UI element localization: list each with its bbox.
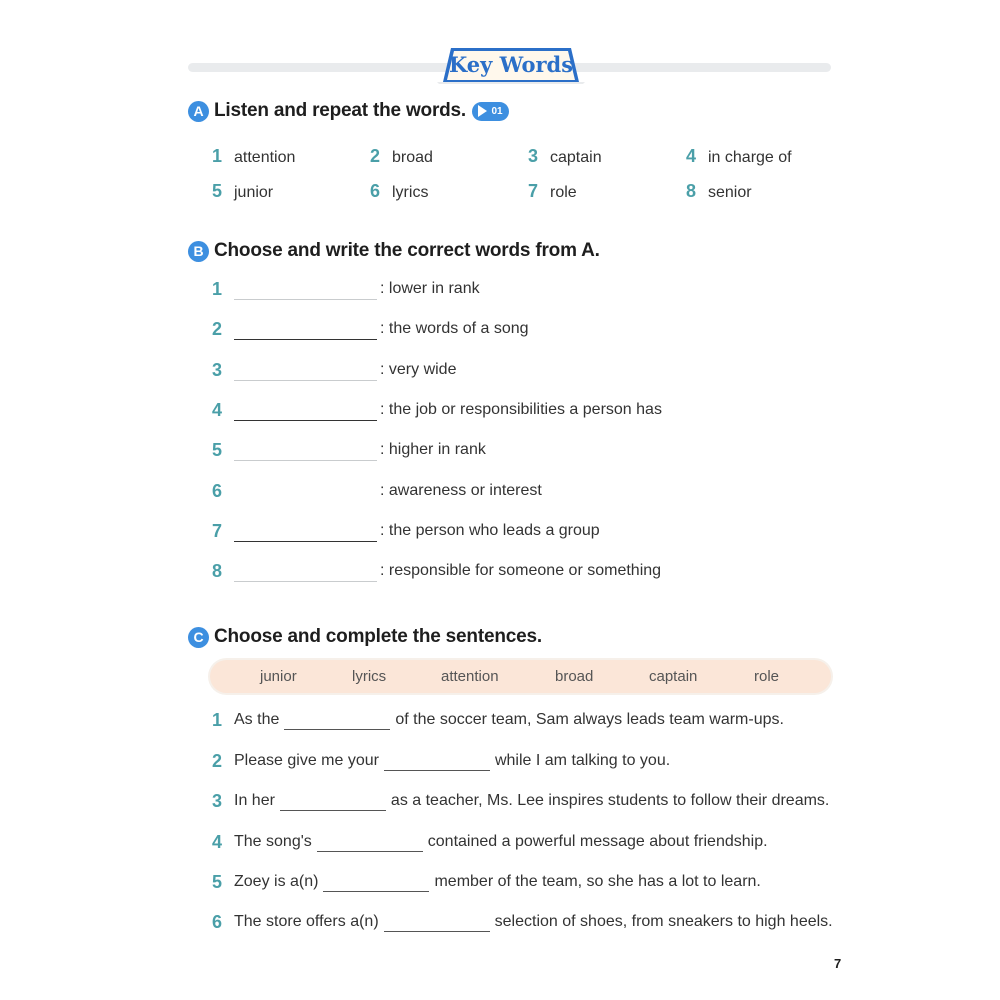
word-bank-item: captain [649, 668, 698, 685]
audio-play-button[interactable] [472, 102, 509, 121]
word-item: 2 broad [370, 146, 433, 166]
definition-row: 8 : responsible for someone or something [212, 560, 662, 581]
word-bank [210, 660, 831, 693]
word-bank-item: lyrics [352, 668, 387, 685]
word-item: 7 role [528, 181, 577, 201]
word-bank-item: junior [260, 668, 297, 685]
sentence-row: 5 Zoey is a(n) member of the team, so she has a lot to learn. [212, 871, 761, 892]
title-tab [437, 46, 585, 84]
word-item: 6 lyrics [370, 181, 429, 201]
word-item: 1 attention [212, 146, 296, 166]
definition-row: 2 : the words of a song [212, 318, 529, 339]
section-letter-badge: C [188, 627, 209, 648]
answer-blank[interactable] [234, 279, 377, 300]
answer-blank[interactable] [384, 913, 490, 932]
sentence-row: 4 The song's contained a powerful message about friendship. [212, 831, 768, 852]
play-icon [478, 105, 487, 117]
word-bank-item: role [754, 668, 780, 685]
section-letter-badge: B [188, 241, 209, 262]
audio-track-number: 01 [491, 105, 503, 117]
definition-row: 5 : higher in rank [212, 439, 486, 460]
section-letter-badge: A [188, 101, 209, 122]
answer-blank[interactable] [234, 521, 377, 542]
answer-blank[interactable] [234, 400, 377, 421]
answer-blank[interactable] [234, 440, 377, 461]
definition-row: 7 : the person who leads a group [212, 520, 600, 541]
answer-blank[interactable] [280, 792, 386, 811]
definition-row: 3 : very wide [212, 359, 457, 380]
section-c-heading [188, 626, 542, 648]
answer-blank[interactable] [234, 319, 377, 340]
word-item: 4 in charge of [686, 146, 792, 166]
answer-blank[interactable] [234, 360, 377, 381]
sentence-row: 2 Please give me your while I am talking to you. [212, 750, 671, 771]
section-title: Choose and write the correct words from A. [214, 240, 600, 261]
definition-row: 4 : the job or responsibilities a person has [212, 399, 662, 420]
answer-blank[interactable] [323, 873, 429, 892]
section-a-heading [188, 100, 509, 122]
definition-row: 6 : awareness or interest [212, 480, 542, 501]
section-b-heading [188, 240, 600, 262]
word-item: 5 junior [212, 181, 274, 201]
answer-blank[interactable] [384, 752, 490, 771]
word-bank-item: broad [555, 668, 594, 685]
section-title: Choose and complete the sentences. [214, 626, 542, 647]
sentence-row: 6 The store offers a(n) selection of shoes, from sneakers to high heels. [212, 911, 833, 932]
answer-blank[interactable] [234, 481, 377, 502]
section-title: Listen and repeat the words. [214, 100, 467, 121]
word-item: 3 captain [528, 146, 602, 166]
sentence-row: 3 In her as a teacher, Ms. Lee inspires students to follow their dreams. [212, 790, 830, 811]
answer-blank[interactable] [234, 561, 377, 582]
word-item: 8 senior [686, 181, 752, 201]
answer-blank[interactable] [284, 711, 390, 730]
page-number: 7 [834, 956, 842, 971]
word-bank-item: attention [441, 668, 499, 685]
sentence-row: 1 As the of the soccer team, Sam always leads team warm-ups. [212, 709, 784, 730]
answer-blank[interactable] [317, 833, 423, 852]
page-title: Key Words [448, 52, 574, 77]
definition-row: 1 : lower in rank [212, 278, 480, 299]
